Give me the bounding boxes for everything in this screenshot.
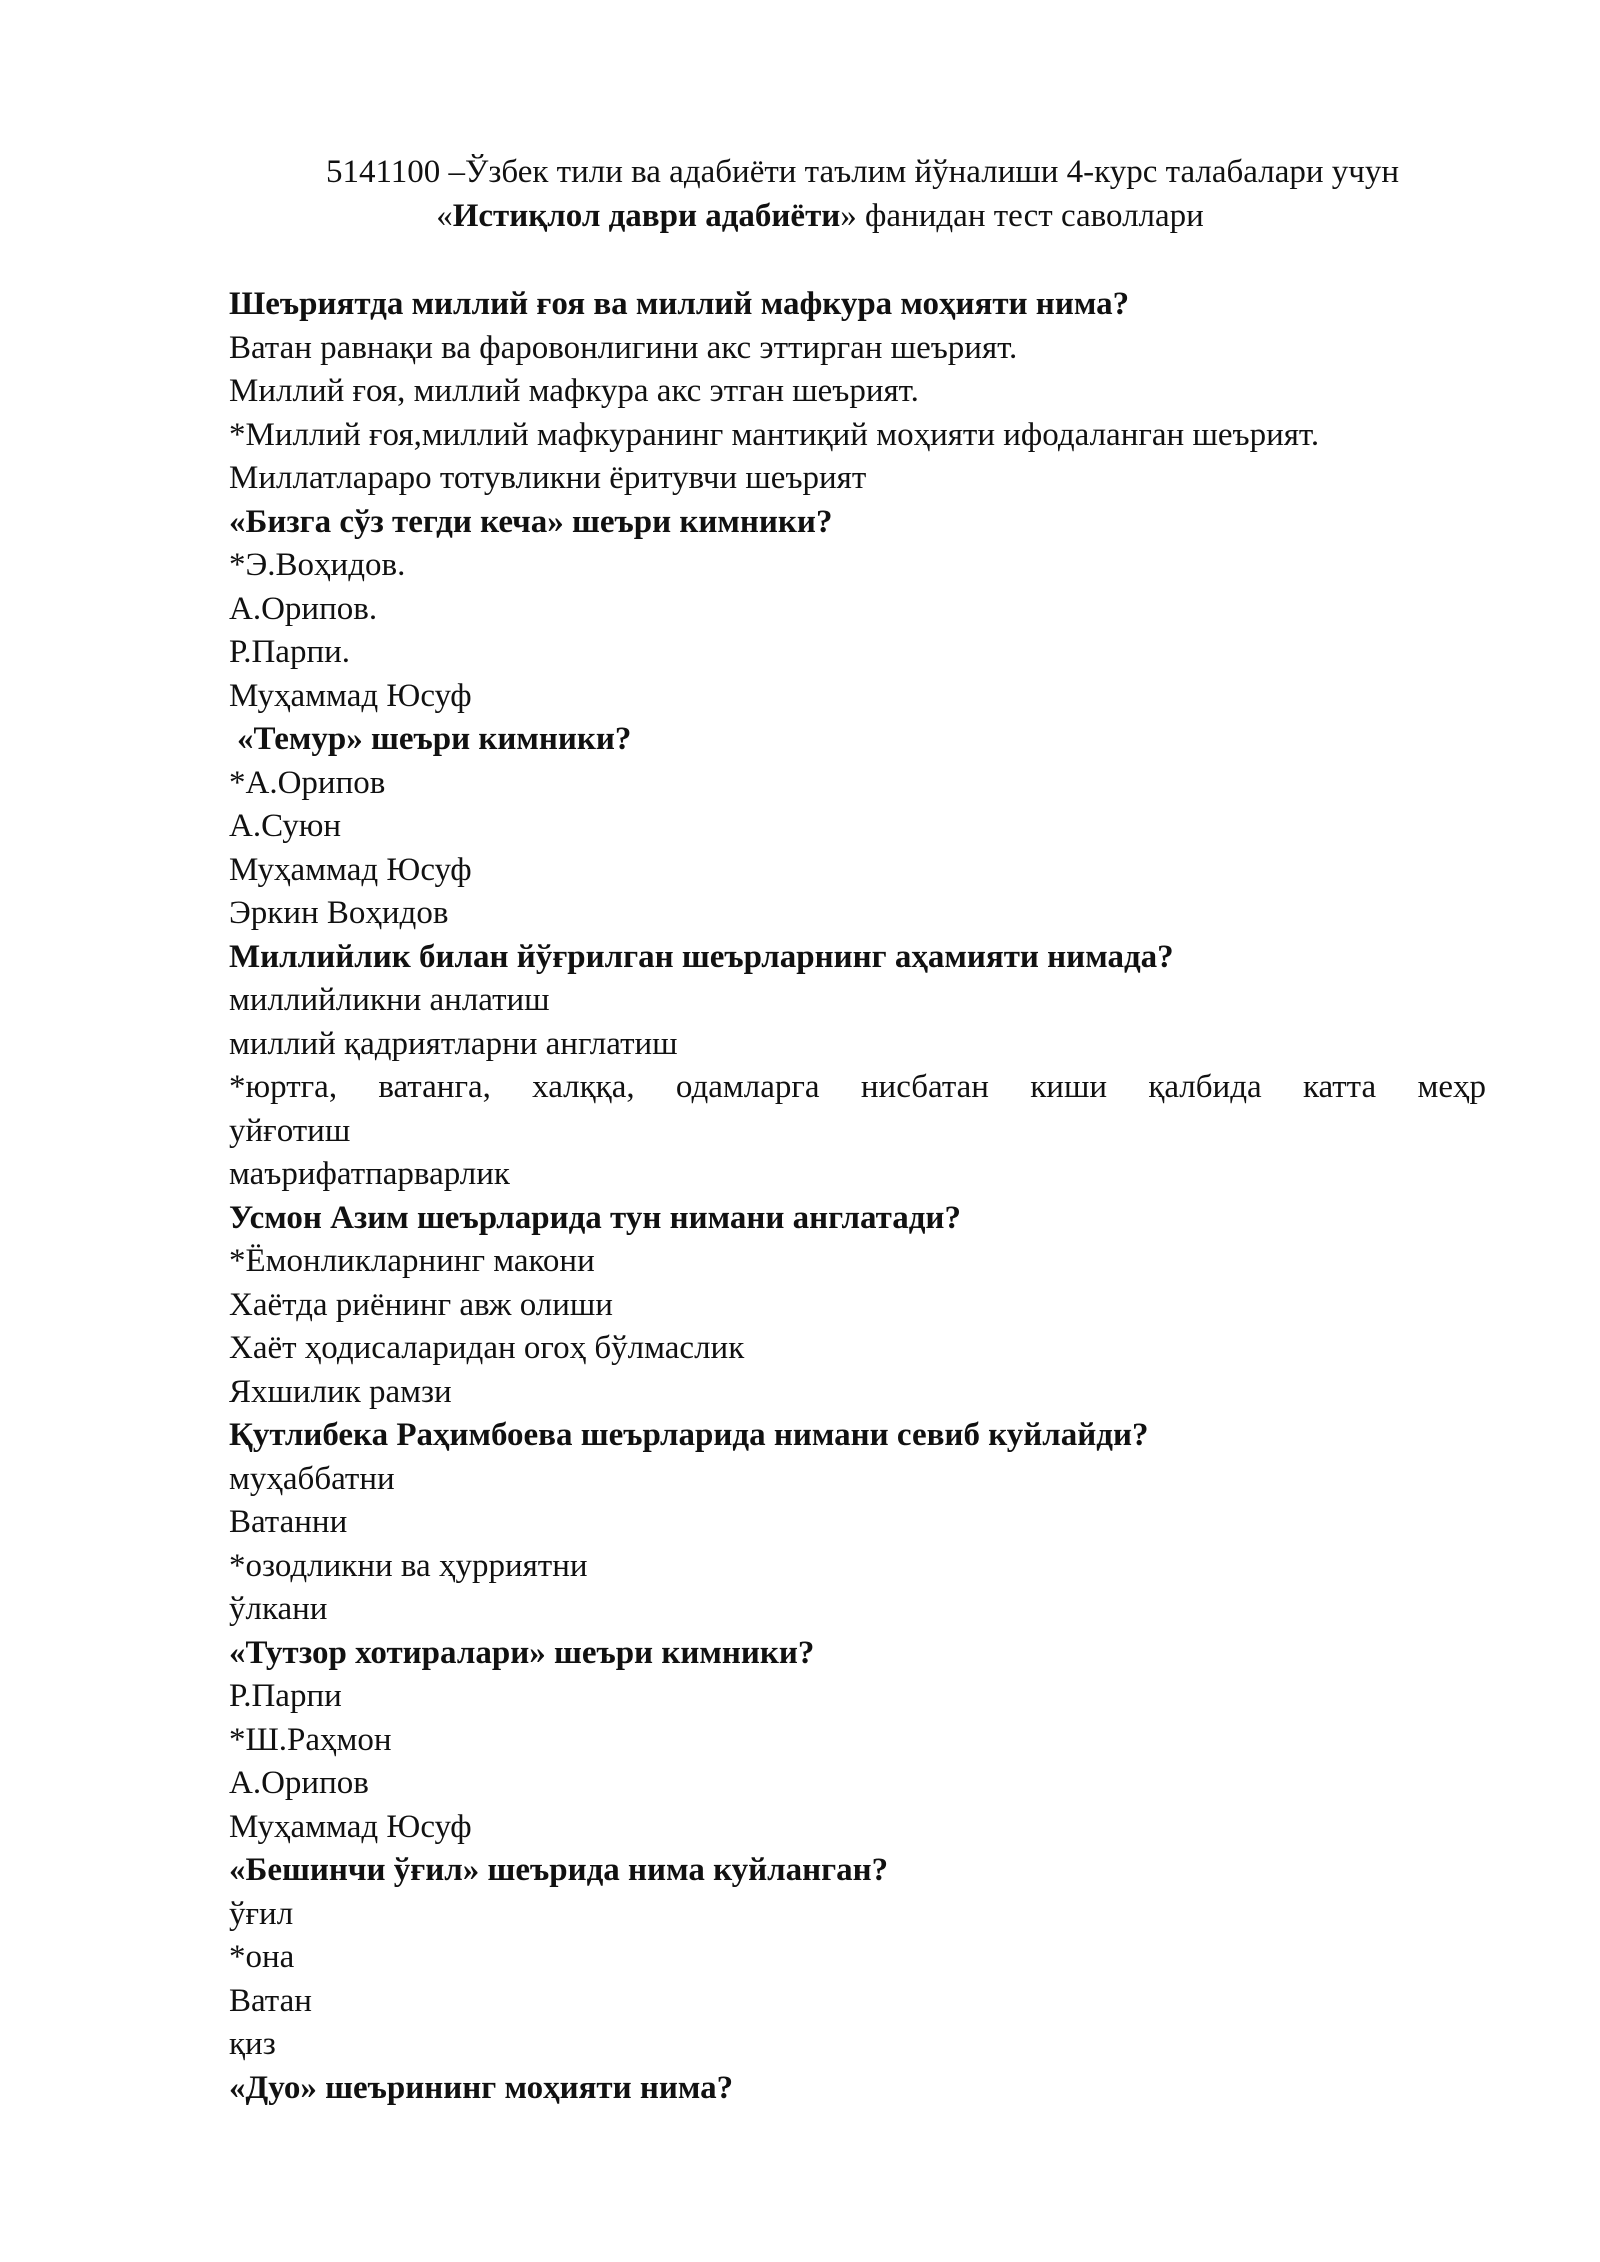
option-2-4: Муҳаммад Юсуф — [229, 677, 472, 714]
option-2-2: А.Орипов. — [229, 590, 378, 627]
document-header — [0, 150, 1600, 238]
option-4-3-text: *юртга, ватанга, халққа, одамларга нисбатан киши қалбида катта меҳр — [229, 1069, 1486, 1105]
header-line-1: 5141100 –Ўзбек тили ва адабиёти таълим йўналиши 4-курс талабалари учун — [325, 154, 1400, 190]
question-5: Усмон Азим шеърларида тун нимани англатади? — [229, 1199, 961, 1236]
option-3-4: Эркин Воҳидов — [229, 895, 449, 931]
question-4: Миллийлик билан йўғрилган шеърларнинг аҳамияти нимада? — [229, 938, 1174, 975]
option-5-2: Хаётда риёнинг авж олиши — [229, 1286, 613, 1323]
test-questions — [229, 283, 1486, 2110]
question-3: «Темур» шеъри кимники? — [237, 721, 632, 757]
option-3-2: А.Суюн — [229, 808, 342, 844]
option-6-2: Ватанни — [229, 1504, 348, 1540]
option-7-1: Р.Парпи — [229, 1678, 342, 1714]
header-line-2-rest: » фанидан тест саволлари — [840, 198, 1204, 234]
option-1-1: Ватан равнақи ва фаровонлигини акс эттирган шеърият. — [229, 329, 1018, 366]
option-5-3: Хаёт ҳодисаларидан огоҳ бўлмаслик — [229, 1330, 745, 1366]
option-3-3: Муҳаммад Юсуф — [229, 851, 472, 888]
option-6-3-correct: *озодликни ва ҳурриятни — [229, 1547, 588, 1584]
option-8-2-correct: *она — [229, 1939, 295, 1975]
option-5-4: Яхшилик рамзи — [229, 1373, 452, 1410]
option-3-1-correct: *А.Орипов — [229, 764, 386, 801]
option-7-2-correct: *Ш.Раҳмон — [229, 1721, 392, 1758]
option-8-4: қиз — [229, 2026, 276, 2062]
option-6-4: ўлкани — [229, 1591, 328, 1627]
option-2-1-correct: *Э.Воҳидов. — [229, 547, 406, 583]
option-1-2: Миллий ғоя, миллий мафкура акс этган шеърият. — [229, 373, 919, 409]
option-8-1: ўғил — [229, 1895, 294, 1932]
option-7-4: Муҳаммад Юсуф — [229, 1808, 472, 1845]
option-5-1-correct: *Ёмонликларнинг макони — [229, 1243, 595, 1279]
header-quote-open: « — [436, 198, 453, 234]
question-9: «Дуо» шеърининг моҳияти нима? — [229, 2069, 734, 2106]
option-4-4: маърифатпарварлик — [229, 1156, 510, 1192]
question-2: «Бизга сўз тегди кеча» шеъри кимники? — [229, 503, 833, 540]
question-8: «Бешинчи ўғил» шеърида нима куйланган? — [229, 1852, 889, 1888]
option-4-1: миллийликни анлатиш — [229, 982, 550, 1018]
option-7-3: А.Орипов — [229, 1765, 369, 1801]
option-4-2: миллий қадриятларни англатиш — [229, 1025, 678, 1062]
option-4-3-correct — [229, 1066, 1486, 1110]
option-1-3-correct: *Миллий ғоя,миллий мафкуранинг мантиқий моҳияти ифодаланган шеърият. — [229, 416, 1320, 453]
course-title: Истиқлол даври адабиёти — [452, 198, 841, 234]
option-6-1: муҳаббатни — [229, 1460, 395, 1497]
question-6: Қутлибека Раҳимбоева шеърларида нимани севиб куйлайди? — [229, 1417, 1149, 1453]
option-8-3: Ватан — [229, 1982, 312, 2019]
header-line-2 — [0, 194, 1600, 238]
question-7: «Тутзор хотиралари» шеъри кимники? — [229, 1634, 815, 1671]
option-1-4: Миллатлараро тотувликни ёритувчи шеърият — [229, 460, 867, 496]
option-2-3: Р.Парпи. — [229, 634, 351, 670]
option-4-3-continued: уйғотиш — [229, 1112, 351, 1149]
question-1: Шеъриятда миллий ғоя ва миллий мафкура моҳияти нима? — [229, 286, 1130, 322]
